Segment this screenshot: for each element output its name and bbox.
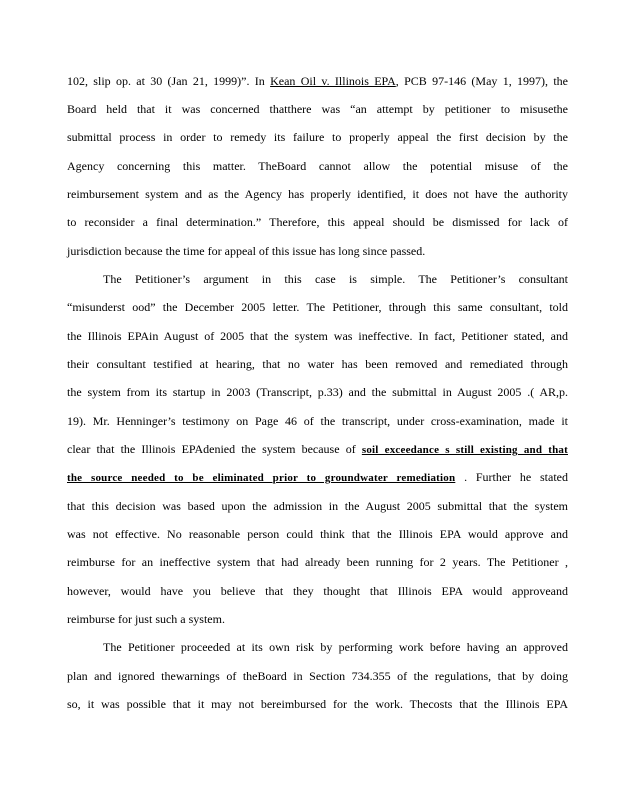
text-line: reimburse for an ineffective system that had already been running for 2 years. The Petitioner ,: [67, 555, 568, 569]
text-line: jurisdiction because the time for appeal of this issue has long since passed.: [67, 244, 426, 258]
text-line: was not effective. No reasonable person could think that the Illinois EPA would approve and: [67, 527, 568, 541]
text-line: The Petitioner proceeded at its own risk by performing work before having an approved: [103, 640, 568, 654]
text-line: reimbursement system and as the Agency has properly identified, it does not have the authority: [67, 187, 568, 201]
line-text: , PCB 97-146 (May 1, 1997), the: [395, 74, 568, 88]
line-text: clear that the Illinois EPAdenied the system because of: [67, 442, 362, 456]
text-line: 19). Mr. Henninger’s testimony on Page 46 of the transcript, under cross-examination, made it: [67, 414, 568, 428]
text-line: [67, 74, 568, 88]
line-text: . Further he stated: [455, 470, 568, 484]
text-line: however, would have you believe that they thought that Illinois EPA would approveand: [67, 584, 568, 598]
emphasized-text: the source needed to be eliminated prior to groundwater remediation: [67, 472, 456, 484]
text-line: [67, 442, 568, 457]
text-line: The Petitioner’s argument in this case is simple. The Petitioner’s consultant: [103, 272, 568, 286]
text-line: [67, 470, 568, 485]
text-line: that this decision was based upon the admission in the August 2005 submittal that the system: [67, 499, 568, 513]
case-citation: Kean Oil v. Illinois EPA: [270, 74, 396, 88]
text-line: plan and ignored thewarnings of theBoard in Section 734.355 of the regulations, that by doing: [67, 669, 568, 683]
text-line: so, it was possible that it may not bereimbursed for the work. Thecosts that the Illinois EPA: [67, 697, 568, 711]
text-line: the Illinois EPAin August of 2005 that the system was ineffective. In fact, Petitioner stated, and: [67, 329, 568, 343]
text-line: Board held that it was concerned thatthere was “an attempt by petitioner to misusethe: [67, 102, 568, 116]
text-line: “misunderst ood” the December 2005 letter. The Petitioner, through this same consultant, told: [67, 300, 568, 314]
text-line: submittal process in order to remedy its failure to properly appeal the first decision by the: [67, 130, 568, 144]
text-line: to reconsider a final determination.” Therefore, this appeal should be dismissed for lack of: [67, 215, 568, 229]
line-text: 102, slip op. at 30 (Jan 21, 1999)”. In: [67, 74, 265, 88]
text-line: Agency concerning this matter. TheBoard cannot allow the potential misuse of the: [67, 159, 568, 173]
emphasized-text: soil exceedance s still existing and that: [361, 444, 568, 456]
text-line: the system from its startup in 2003 (Transcript, p.33) and the submittal in August 2005 .( AR,p.: [67, 385, 568, 399]
text-line: reimburse for just such a system.: [67, 612, 225, 626]
text-line: their consultant testified at hearing, that no water has been removed and remediated through: [67, 357, 568, 371]
